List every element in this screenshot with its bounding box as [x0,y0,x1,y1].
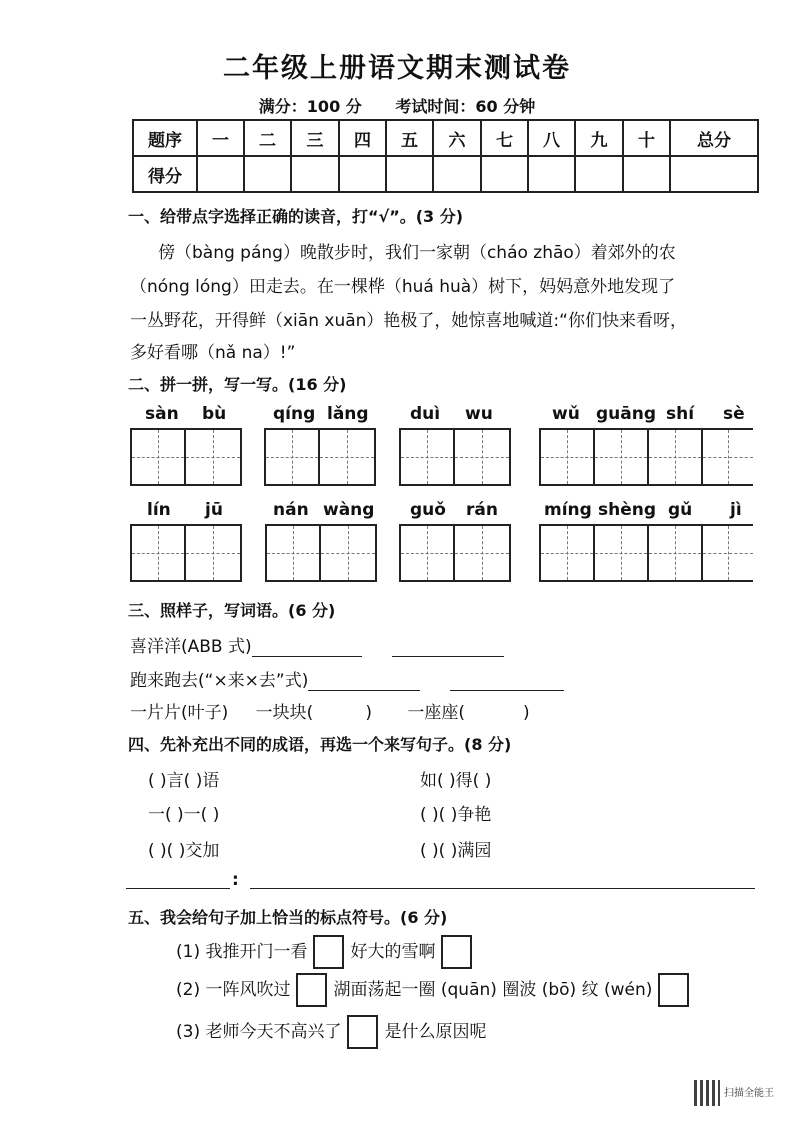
punct-sentence-3 [176,1015,486,1049]
score-cell: 三 [291,120,339,156]
score-row-label: 得分 [133,156,197,192]
pinyin-label: sàn [145,404,179,424]
score-input-cell[interactable] [575,156,623,192]
score-input-cell[interactable] [528,156,575,192]
section1-heading: 一、给带点字选择正确的读音，打“√”。(3 分) [128,207,464,226]
score-cell: 十 [623,120,670,156]
pinyin-label: lǎng [327,404,369,424]
scanner-badge: 扫描全能王 [724,1088,774,1099]
pinyin-label: gǔ [668,500,693,520]
score-table-score-row [133,156,758,192]
grid-cell[interactable] [186,430,240,484]
sentence-part: 好大的雪啊 [350,942,436,962]
grid-cell[interactable] [401,430,455,484]
punctuation-box[interactable] [441,935,472,969]
punct-sentence-2 [176,973,695,1007]
pinyin-label: guǒ [410,500,446,520]
grid-cell[interactable] [703,526,753,580]
score-input-cell[interactable] [244,156,291,192]
writing-grid[interactable] [399,428,511,486]
pinyin-label: wu [465,404,493,424]
qr-code-icon [694,1080,720,1106]
grid-cell[interactable] [266,430,320,484]
sentence-blank[interactable] [250,888,755,889]
answer-blank[interactable] [450,672,564,691]
pinyin-label: jū [205,500,223,520]
abb-example: 喜洋洋(ABB 式) [130,637,252,657]
grid-cell[interactable] [649,526,703,580]
section3-line2 [130,666,564,691]
close-paren: ) [365,703,372,723]
pinyin-label: shí [666,404,695,424]
sentence-part: (2) 一阵风吹过 [176,980,291,1000]
idiom-item[interactable]: ( )( )争艳 [420,805,492,825]
pinyin-label: sè [723,404,745,424]
grid-cell[interactable] [703,430,753,484]
pinyin-label: jì [730,500,742,520]
score-cell: 九 [575,120,623,156]
pinyin-label: bù [202,404,227,424]
writing-grid[interactable] [539,428,753,486]
punctuation-box[interactable] [313,935,344,969]
section2-heading: 二、拼一拼，写一写。(16 分) [128,375,347,394]
score-input-cell[interactable] [197,156,244,192]
grid-cell[interactable] [649,430,703,484]
sentence-part: 湖面荡起一圈 (quān) 圈波 (bō) 纹 (wén) [333,980,653,1000]
grid-cell[interactable] [320,430,374,484]
pinyin-label: wǔ [552,404,580,424]
grid-cell[interactable] [541,526,595,580]
score-input-cell[interactable] [386,156,433,192]
grid-cell[interactable] [595,430,649,484]
grid-cell[interactable] [321,526,375,580]
section4-heading: 四、先补充出不同的成语，再选一个来写句子。(8 分) [128,735,512,754]
pinyin-label: shèng [598,500,657,520]
close-paren: ) [523,703,530,723]
idiom-item[interactable]: 一( )一( ) [148,805,220,825]
idiom-item[interactable]: ( )言( )语 [148,771,220,791]
grid-cell[interactable] [455,430,509,484]
pinyin-label: duì [410,404,441,424]
answer-blank[interactable] [308,672,420,691]
pinyin-label: qíng [273,404,316,424]
full-marks: 满分：100 分 [258,97,362,116]
punct-sentence-1 [176,935,478,969]
answer-blank[interactable] [252,638,362,657]
colon: : [232,870,239,890]
idiom-item[interactable]: ( )( )满园 [420,841,492,861]
section3-line1 [130,632,504,657]
pinyin-label: nán [273,500,309,520]
measure-zuo: 一座座( [407,703,465,723]
score-input-cell[interactable] [623,156,670,192]
measure-example: 一片片(叶子) [130,703,229,723]
exam-info [0,94,794,117]
section3-line3 [130,698,530,723]
punctuation-box[interactable] [296,973,327,1007]
section3-heading: 三、照样子，写词语。(6 分) [128,601,336,620]
writing-grid[interactable] [539,524,753,582]
answer-blank[interactable] [392,638,504,657]
pinyin-label: guāng [596,404,657,424]
score-input-cell[interactable] [481,156,528,192]
pinyin-label: wàng [323,500,375,520]
grid-cell[interactable] [132,430,186,484]
exam-time: 考试时间：60 分钟 [395,97,536,116]
sentence-part: (3) 老师今天不高兴了 [176,1022,342,1042]
score-input-cell[interactable] [670,156,758,192]
score-cell: 七 [481,120,528,156]
section1-line: （nóng lóng）田走去。在一棵桦（huá huà）树下，妈妈意外地发现了 [130,277,676,297]
laiqu-example: 跑来跑去(“×来×去”式) [130,671,309,691]
grid-cell[interactable] [455,526,509,580]
score-cell: 六 [433,120,481,156]
score-cell: 题序 [133,120,197,156]
punctuation-box[interactable] [347,1015,378,1049]
pinyin-label: lín [147,500,171,520]
pinyin-label: rán [466,500,498,520]
writing-grid[interactable] [399,524,511,582]
writing-grid[interactable] [264,428,376,486]
section1-line: 一丛野花，开得鲜（xiān xuān）艳极了，她惊喜地喊道:“你们快来看呀， [130,311,687,331]
score-input-cell[interactable] [433,156,481,192]
grid-cell[interactable] [401,526,455,580]
writing-grid[interactable] [265,524,377,582]
grid-cell[interactable] [132,526,186,580]
idiom-choice-blank[interactable] [126,888,230,889]
pinyin-label: míng [544,500,592,520]
score-cell: 二 [244,120,291,156]
score-cell: 一 [197,120,244,156]
section1-line: 傍（bàng páng）晚散步时，我们一家朝（cháo zhāo）着郊外的农 [158,243,676,263]
idiom-item[interactable]: ( )( )交加 [148,841,220,861]
section5-heading: 五、我会给句子加上恰当的标点符号。(6 分) [128,908,448,927]
sentence-part: 是什么原因呢 [384,1022,487,1042]
sentence-part: (1) 我推开门一看 [176,942,308,962]
page-title: 二年级上册语文期末测试卷 [223,53,571,84]
score-cell: 八 [528,120,575,156]
score-cell: 总分 [670,120,758,156]
score-cell: 五 [386,120,433,156]
grid-cell[interactable] [595,526,649,580]
section1-line: 多好看哪（nǎ na）!” [130,343,296,363]
writing-grid[interactable] [130,524,242,582]
writing-grid[interactable] [130,428,242,486]
score-table [132,119,759,193]
measure-kuai: 一块块( [255,703,314,723]
grid-cell[interactable] [267,526,321,580]
score-table-header-row [133,120,758,156]
punctuation-box[interactable] [658,973,689,1007]
score-input-cell[interactable] [291,156,339,192]
grid-cell[interactable] [186,526,240,580]
idiom-item[interactable]: 如( )得( ) [420,771,492,791]
score-cell: 四 [339,120,386,156]
grid-cell[interactable] [541,430,595,484]
score-input-cell[interactable] [339,156,386,192]
